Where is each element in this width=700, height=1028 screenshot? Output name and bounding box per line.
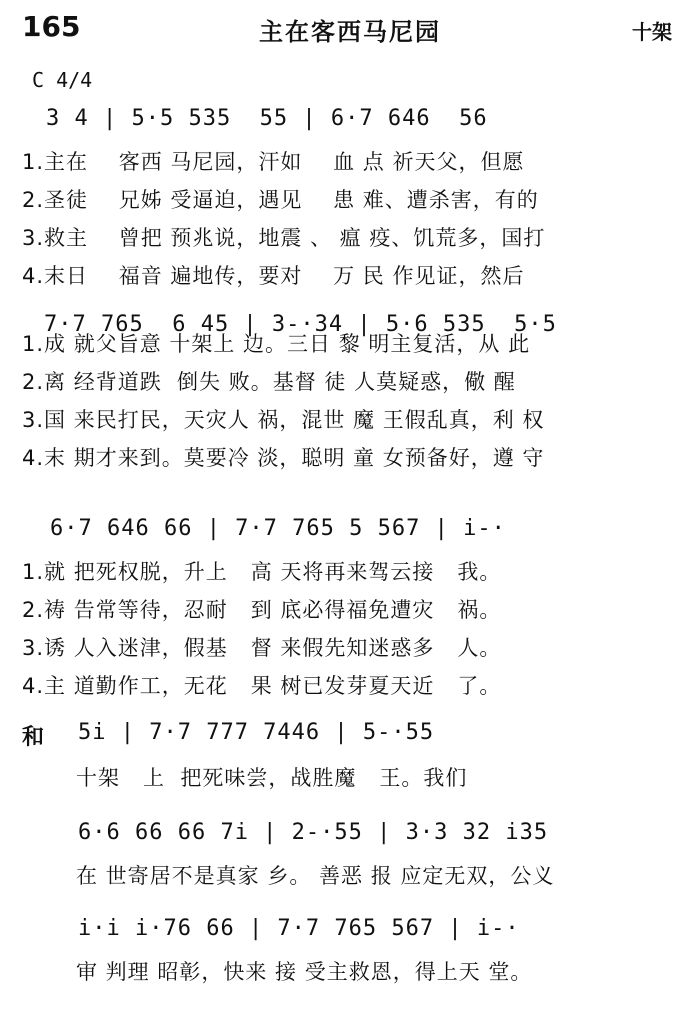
lyric-line-1: 1.主在 客西 马尼园，汗如 血 点 祈天父，但愿 — [22, 150, 525, 174]
lyric-line-2: 2.圣徒 兄姊 受逼迫，遇见 患 难、遭杀害，有的 — [22, 188, 539, 212]
chorus-label: 和 — [22, 725, 45, 750]
lyric-line-4: 4.末日 福音 遍地传，要对 万 民 作见证，然后 — [22, 264, 525, 288]
hymn-title: 主在客西马尼园 — [259, 18, 441, 46]
lyric-line-3: 3.诱 人入迷津，假基 督 来假先知迷惑多 人。 — [22, 636, 502, 660]
hymn-category: 十架 — [632, 20, 672, 44]
lyric-line-4: 4.末 期才来到。莫要冷 淡，聪明 童 女预备好，遵 守 — [22, 446, 545, 470]
lyrics-block — [0, 556, 502, 700]
notation-text: 7·7 765 6 45 | 3-·34 | 5·6 535 5·5 — [44, 312, 557, 337]
key-signature: C 4/4 — [32, 68, 93, 92]
notation-text: 6·7 646 66 | 7·7 765 5 567 | i-· — [50, 516, 506, 541]
lyric-line-3: 3.救主 曾把 预兆说，地震 、 瘟 疫、饥荒多，国打 — [22, 226, 546, 250]
notation-text: 3 4 | 5·5 535 55 | 6·7 646 56 — [46, 106, 488, 131]
notation-text: i·i i·76 66 | 7·7 765 567 | i-· — [78, 916, 520, 941]
notation-line — [0, 92, 700, 144]
lyric-line-1: 十架 上 把死味尝，战胜魔 王。我们 — [76, 766, 468, 790]
notation-text: 5i | 7·7 777 7446 | 5-·55 — [78, 720, 435, 745]
lyric-line-1: 1.就 把死权脱，升上 高 天将再来驾云接 我。 — [22, 560, 502, 584]
lyrics-block — [0, 146, 546, 290]
lyric-line-1: 1.成 就父旨意 十架上 边。三日 黎 明主复活，从 此 — [22, 332, 531, 356]
notation-text: 6·6 66 66 7i | 2-·55 | 3·3 32 i35 — [78, 820, 549, 845]
notation-line — [0, 806, 700, 858]
lyric-line-3: 3.国 来民打民，天灾人 祸，混世 魔 王假乱真，利 权 — [22, 408, 545, 432]
lyrics-block — [0, 328, 545, 472]
notation-line — [0, 502, 700, 554]
hymn-number: 165 — [22, 10, 81, 43]
lyric-line-2: 2.祷 告常等待，忍耐 到 底必得福免遭灾 祸。 — [22, 598, 502, 622]
lyrics-block — [0, 956, 533, 1028]
lyric-line-4: 4.主 道勤作工，无花 果 树已发芽夏天近 了。 — [22, 674, 502, 698]
lyric-line-1: 审 判理 昭彰，快来 接 受主救恩，得上天 堂。 — [76, 960, 533, 984]
notation-line — [0, 902, 700, 954]
notation-line — [0, 706, 700, 758]
lyric-line-2: 2.离 经背道跌 倒失 败。基督 徒 人莫疑惑，儆 醒 — [22, 370, 516, 394]
lyric-line-1: 在 世寄居不是真家 乡。 善恶 报 应定无双，公义 — [76, 864, 555, 888]
